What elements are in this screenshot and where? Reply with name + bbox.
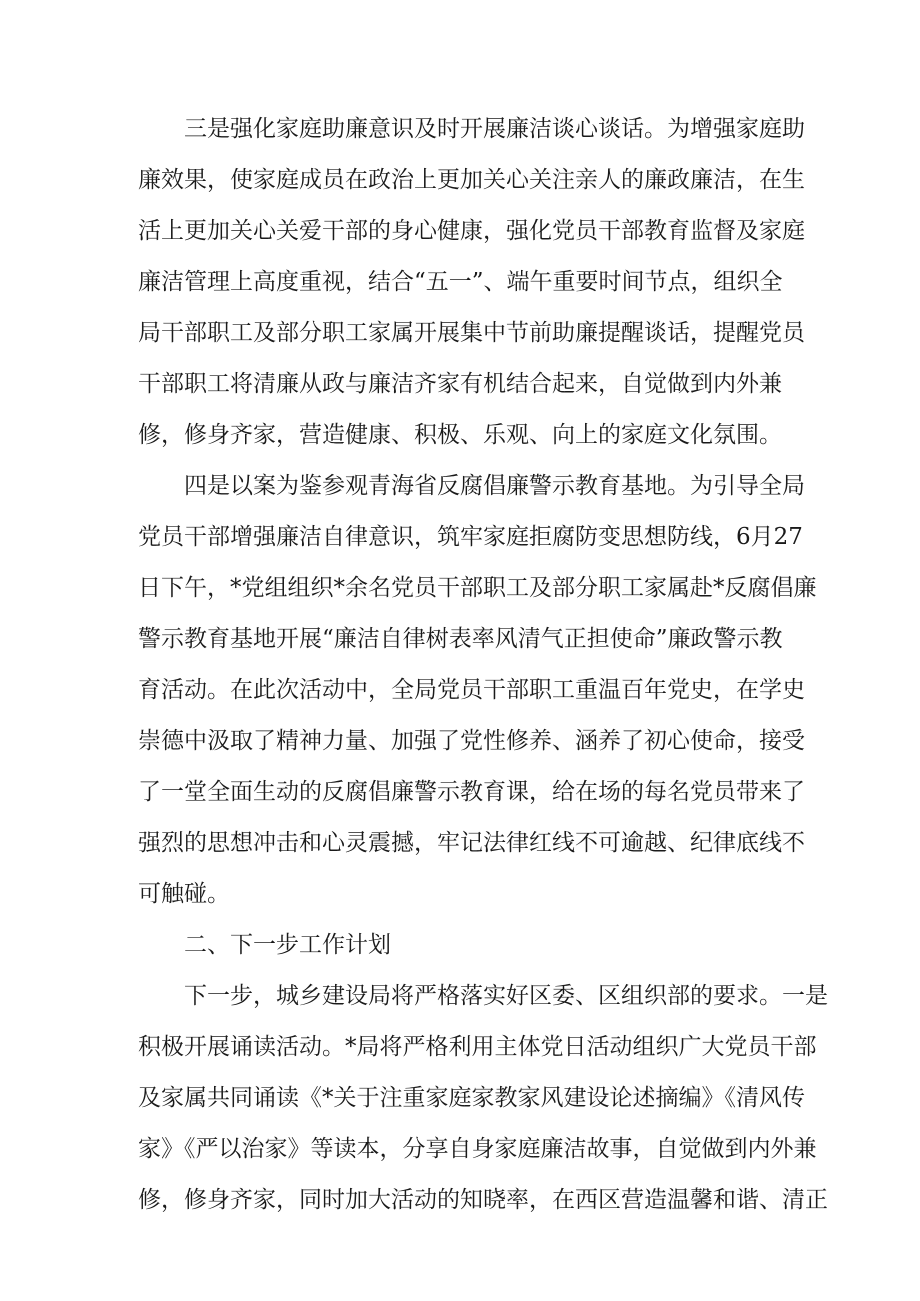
text-line: 修，修身齐家，营造健康、积极、乐观、向上的家庭文化氛围。 bbox=[138, 422, 782, 448]
text-line: 三是强化家庭助廉意识及时开展廉洁谈心谈话。为增强家庭助 bbox=[184, 116, 805, 142]
paragraph-family-integrity-talks bbox=[138, 104, 805, 461]
text-line: 局干部职工及部分职工家属开展集中节前助廉提醒谈话，提醒党员 bbox=[138, 320, 805, 346]
paragraph-warning-education-visit bbox=[138, 461, 817, 920]
text-line: 活上更加关心关爱干部的身心健康，强化党员干部教育监督及家庭 bbox=[138, 218, 805, 244]
section-heading-next-steps bbox=[138, 920, 798, 971]
text-line: 积极开展诵读活动。*局将严格利用主体党日活动组织广大党员干部 bbox=[138, 1034, 817, 1060]
text-line: 家》《严以治家》等读本，分享自身家庭廉洁故事，自觉做到内外兼 bbox=[138, 1136, 817, 1162]
text-line: 修，修身齐家，同时加大活动的知晓率，在西区营造温馨和谐、清正 bbox=[138, 1187, 828, 1213]
document-body bbox=[138, 104, 828, 1226]
text-line: 警示教育基地开展“廉洁自律树表率风清气正担使命”廉政警示教 bbox=[138, 626, 783, 652]
text-line: 可触碰。 bbox=[138, 881, 230, 907]
text-line: 四是以案为鉴参观青海省反腐倡廉警示教育基地。为引导全局 bbox=[184, 473, 805, 499]
text-line: 育活动。在此次活动中，全局党员干部职工重温百年党史，在学史 bbox=[138, 677, 805, 703]
text-line: 及家属共同诵读《*关于注重家庭家教家风建设论述摘编》《清风传 bbox=[138, 1085, 805, 1111]
text-line: 廉洁管理上高度重视，结合“五一”、端午重要时间节点，组织全 bbox=[138, 269, 783, 295]
text-line: 廉效果，使家庭成员在政治上更加关心关注亲人的廉政廉洁，在生 bbox=[138, 167, 805, 193]
text-line: 日下午，*党组组织*余名党员干部职工及部分职工家属赴*反腐倡廉 bbox=[138, 575, 817, 601]
paragraph-next-step-plan bbox=[138, 971, 828, 1226]
text-line: 了一堂全面生动的反腐倡廉警示教育课，给在场的每名党员带来了 bbox=[138, 779, 805, 805]
text-line: 强烈的思想冲击和心灵震撼，牢记法律红线不可逾越、纪律底线不 bbox=[138, 830, 805, 856]
text-line: 党员干部增强廉洁自律意识，筑牢家庭拒腐防变思想防线，6月27 bbox=[138, 524, 803, 550]
text-line: 下一步，城乡建设局将严格落实好区委、区组织部的要求。一是 bbox=[184, 983, 828, 1009]
section-heading: 二、下一步工作计划 bbox=[184, 932, 391, 958]
text-line: 干部职工将清廉从政与廉洁齐家有机结合起来，自觉做到内外兼 bbox=[138, 371, 782, 397]
text-line: 崇德中汲取了精神力量、加强了党性修养、涵养了初心使命，接受 bbox=[138, 728, 805, 754]
